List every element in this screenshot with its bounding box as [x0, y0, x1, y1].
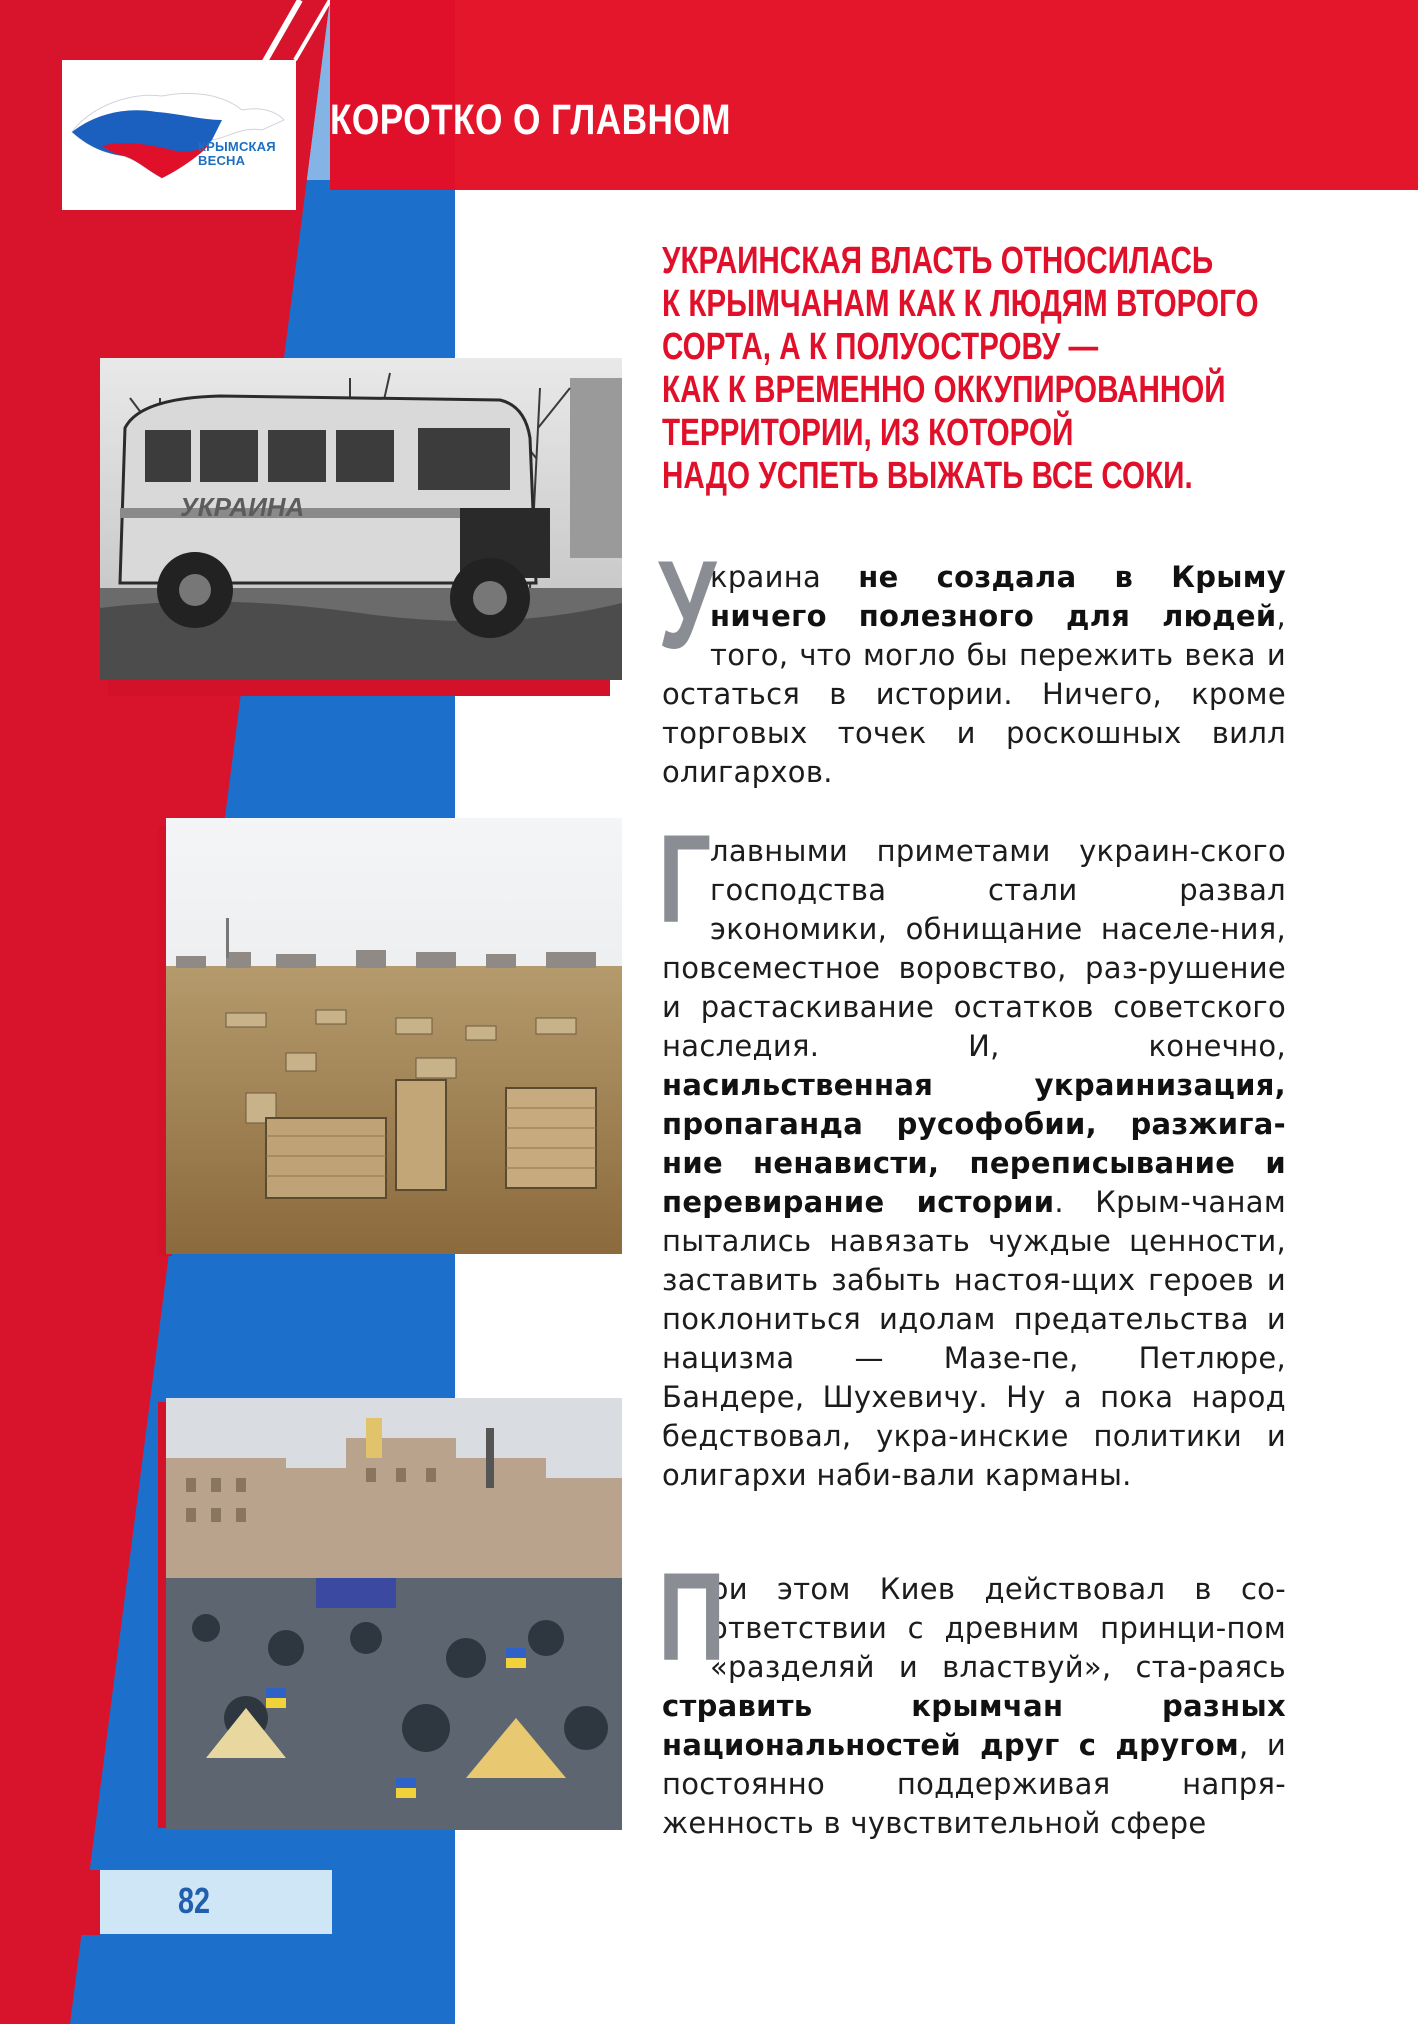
paragraph-text: , того, что могло бы пережить века и остаться в истории. Ничего, кроме торговых точек и роскошных вилл олигархов.	[662, 599, 1286, 789]
dropcap: П	[658, 1548, 726, 1687]
page-number: 82	[178, 1880, 211, 1921]
dropcap: Г	[658, 810, 712, 949]
logo-text	[198, 140, 288, 168]
paragraph-emphasis: стравить крымчан разных национальностей друг с другом	[662, 1689, 1286, 1762]
paragraph-text: ри этом Киев действовал в со-ответствии с древним принци-пом «разделяй и властвуй», ста-раясь	[710, 1572, 1286, 1684]
paragraph-text: лавными приметами украин-ского господства стали развал экономики, обнищание населе-ния, повсеместное воровство, раз-рушение и растаскивание остатков советского наследия. И, конечно,	[662, 834, 1286, 1063]
crimea-map-icon	[62, 60, 296, 210]
photo-abandoned-field	[166, 818, 622, 1254]
paragraph-2	[658, 810, 1286, 1495]
paragraph-text: краина	[710, 560, 859, 594]
logo-line-1: КРЫМСКАЯ	[198, 139, 276, 154]
dropcap: У	[658, 536, 717, 675]
headline-line: УКРАИНСКАЯ ВЛАСТЬ ОТНОСИЛАСЬ	[662, 240, 1214, 282]
headline-line: СОРТА, А К ПОЛУОСТРОВУ —	[662, 326, 1099, 368]
section-title: КОРОТКО О ГЛАВНОМ	[330, 96, 731, 144]
headline-line: ТЕРРИТОРИИ, ИЗ КОТОРОЙ	[662, 412, 1074, 454]
photo-city-square-crowd	[166, 1398, 622, 1830]
photo-frame-accent	[108, 680, 610, 696]
paragraph-text: . Крым-чанам пытались навязать чуждые ценности, заставить забыть настоя-щих героев и поклониться идолам предательства и нацизма — Мазе-пе, Петлюре, Бандере, Шухевичу. Ну а пока народ бедствовал, укра-инские политики и олигархи наби-вали карманы.	[662, 1185, 1286, 1492]
headline	[662, 240, 1259, 498]
headline-line: К КРЫМЧАНАМ КАК К ЛЮДЯМ ВТОРОГО	[662, 283, 1259, 325]
paragraph-3	[658, 1548, 1286, 1843]
headline-line: НАДО УСПЕТЬ ВЫЖАТЬ ВСЕ СОКИ.	[662, 455, 1193, 497]
paragraph-emphasis: не создала в Крыму ничего полезного для людей	[710, 560, 1286, 633]
logo	[62, 60, 296, 210]
logo-line-2: ВЕСНА	[198, 153, 246, 168]
bus-label: УКРАИНА	[180, 492, 305, 522]
photo-abandoned-bus	[100, 358, 622, 680]
paragraph-text: , и постоянно поддерживая напря-женность в чувствительной сфере	[662, 1728, 1286, 1840]
paragraph-emphasis: насильственная украинизация, пропаганда русофобии, разжига-ние ненависти, переписывание и перевирание истории	[662, 1068, 1286, 1219]
paragraph-1	[658, 536, 1286, 792]
headline-line: КАК К ВРЕМЕННО ОККУПИРОВАННОЙ	[662, 369, 1226, 411]
